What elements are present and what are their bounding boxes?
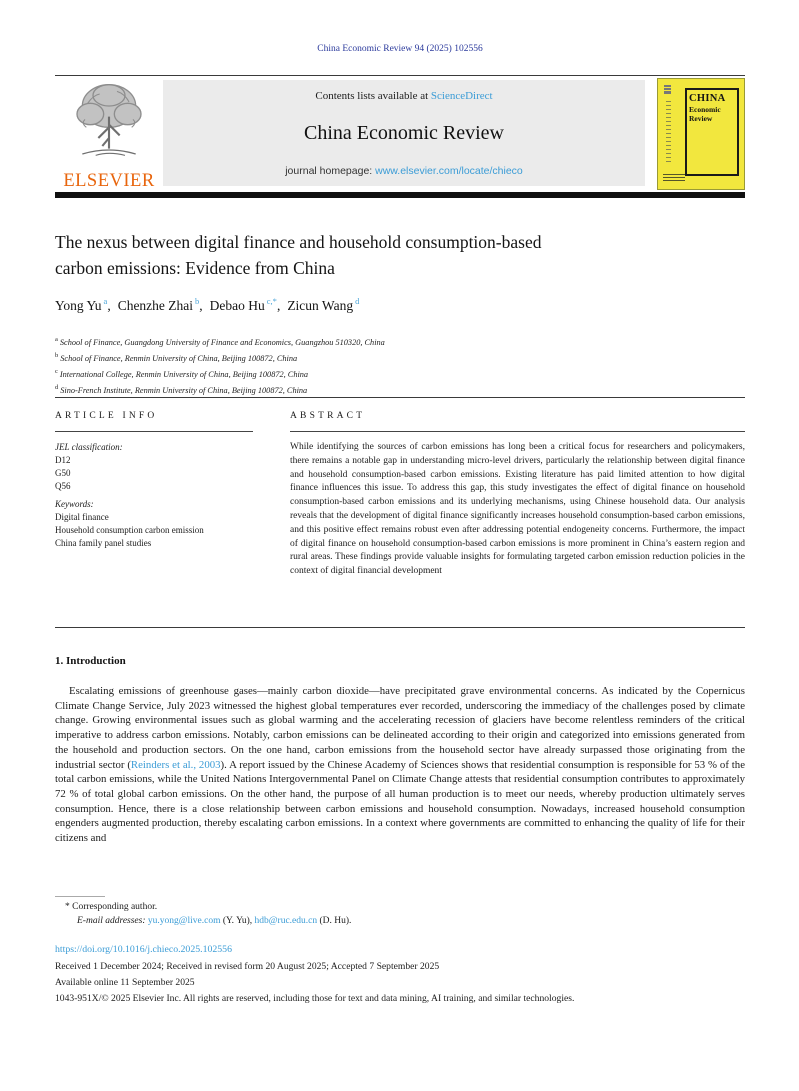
jel-code: G50 [55,468,71,478]
info-top-rule [55,397,745,398]
affiliation-c: $^c$ International College, Renmin University of China, Beijing 100872, China [55,367,309,379]
author-3: Debao Hu $^{c,*}$, [209,296,281,313]
received-dates-line: Received 1 December 2024; Received in revised form 20 August 2025; Accepted 7 September 2025 [55,961,440,972]
email-label: E-mail addresses: [77,916,146,926]
keyword: Household consumption carbon emission [55,525,204,535]
author-4: Zicun Wang $^d$ [287,296,360,313]
jel-code: Q56 [55,481,71,491]
introduction-paragraph [55,684,745,846]
header-top-rule [55,75,745,76]
journal-banner [163,80,645,186]
author-3-affil-sup: c,* [266,296,277,306]
homepage-label: journal homepage: [285,165,373,177]
email-owner-hu: (D. Hu). [319,916,352,926]
author-1: Yong Yu $^a$, [55,296,111,313]
cover-bottom-text [663,174,685,181]
author-1-affil-sup: a [103,296,108,306]
available-online-line: Available online 11 September 2025 [55,977,195,988]
article-title: The nexus between digital finance and household consumption-based carbon emissions: Evidence from China [55,232,542,278]
header-divider-bar [55,192,745,198]
intro-text-before-citation: Escalating emissions of greenhouse gases—mainly carbon dioxide—have precipitated grave environmental concerns. As indicated by the Copernicus Climate Change Service, July 2023 witnessed the highest global temperatures ever recorded, underscoring the immediacy of the challenges posed by climate change. Growing environmental issues such as global warming and the accelerating recession of glaciers have become relentless reminders of the critical imperative to address carbon emissions. Notably, carbon emissions can be delineated according to their origin and categorized into emissions generated from the household and production sectors. On the one hand, carbon emissions from the household sector have already surpassed those originating from the industrial sector ( [55,685,745,771]
cover-mini-logo-icon [664,85,671,94]
affiliation-b: $^b$ School of Finance, Renmin University of China, Beijing 100872, China [55,351,298,363]
keyword: Digital finance [55,512,109,522]
cover-title-line1: CHINA [689,93,726,104]
info-abstract-section [55,411,745,579]
journal-citation: China Economic Review 94 (2025) 102556 [317,44,483,54]
copyright-line: 1043-951X/© 2025 Elsevier Inc. All rights are reserved, including those for text and data mining, AI training, and similar technologies. [55,993,575,1004]
cover-title-line3: Review [689,114,713,123]
journal-title: China Economic Review [304,122,504,144]
email-link-yu[interactable]: yu.yong@live.com [147,916,221,926]
jel-code: D12 [55,455,71,465]
author-list [55,296,745,314]
section-heading-introduction: 1. Introduction [55,655,126,667]
affiliation-list [55,333,745,397]
abstract-column [290,411,745,579]
contents-prefix: Contents lists available at [315,90,429,102]
intro-text-after-citation: ). A report issued by the Chinese Academy of Sciences shows that residential consumption is responsible for 53 % of the total carbon emissions, while the United Nations Intergovernmental Panel on Climate Change attests that residential consumption contributes to approximately 72 % of total global carbon emissions. On the other hand, the purpose of all human production is to meet our needs, whereby production ultimately serves consumption. Hence, there is a close relationship between carbon emissions and household consumption. Nowadays, increased household consumption engenders augmented production, thereby escalating carbon emissions. In a context where governments are committed to enhancing the quality of life for their citizens and [55,758,745,845]
author-2: Chenzhe Zhai $^b$, [117,296,203,313]
homepage-link[interactable]: www.elsevier.com/locate/chieco [375,165,523,177]
elsevier-wordmark: ELSEVIER [63,171,155,191]
citation-link-reinders[interactable]: Reinders et al., 2003 [130,758,221,771]
email-addresses-line [55,916,745,926]
article-info-column [55,411,253,579]
article-info-heading: ARTICLE INFO [55,411,253,432]
corresponding-author-note: * Corresponding author. [65,902,158,912]
homepage-line [285,165,523,177]
author-2-affil-sup: b [195,296,200,306]
journal-header [55,78,745,192]
keywords-label: Keywords: [55,499,94,509]
abstract-bottom-rule [55,627,745,628]
keyword: China family panel studies [55,538,152,548]
abstract-text: While identifying the sources of carbon emissions has long been a critical focus for researchers and policymakers, there remains a notable gap in understanding micro-level drivers, particularly the relationship between digital finance and household consumption-based carbon emissions. Existing literature has paid limited attention to how digital finance influences this issue. To address this gap, this study investigates the effect of digital finance on household consumption-based carbon emissions and its underlying mechanisms, using Chinese household data. Our analysis reveals that the development of digital finance significantly increases household consumption-based carbon emissions, and this positive effect remains robust even after addressing potential endogeneity concerns. Furthermore, the impact of digital finance on household consumption-based carbon emissions is more prominent in China’s eastern region and rural areas. These findings provide valuable insights for formulating targeted carbon emission reduction policies in the context of digital financial development [290,442,745,577]
cover-spine-text [666,101,671,163]
cover-title-box [685,88,739,176]
email-owner-yu: (Y. Yu), [222,916,253,926]
elsevier-tree-icon [69,79,149,170]
footnote-rule [55,896,105,897]
jel-label: JEL classification: [55,442,123,452]
elsevier-logo [55,78,163,192]
affiliation-d: $^d$ Sino-French Institute, Renmin University of China, Beijing 100872, China [55,383,308,395]
affiliation-a: $^a$ School of Finance, Guangdong University of Finance and Economics, Guangzhou 510320, China [55,336,385,347]
journal-cover-thumbnail [657,78,745,190]
doi-line [55,944,745,955]
cover-title-line2: Economic [689,105,721,114]
email-link-hu[interactable]: hdb@ruc.edu.cn [254,916,318,926]
doi-link[interactable]: https://doi.org/10.1016/j.chieco.2025.102556 [55,944,232,955]
sciencedirect-link[interactable]: ScienceDirect [430,90,493,102]
abstract-heading: ABSTRACT [290,411,745,432]
author-4-affil-sup: d [355,296,360,306]
contents-line [315,90,492,102]
